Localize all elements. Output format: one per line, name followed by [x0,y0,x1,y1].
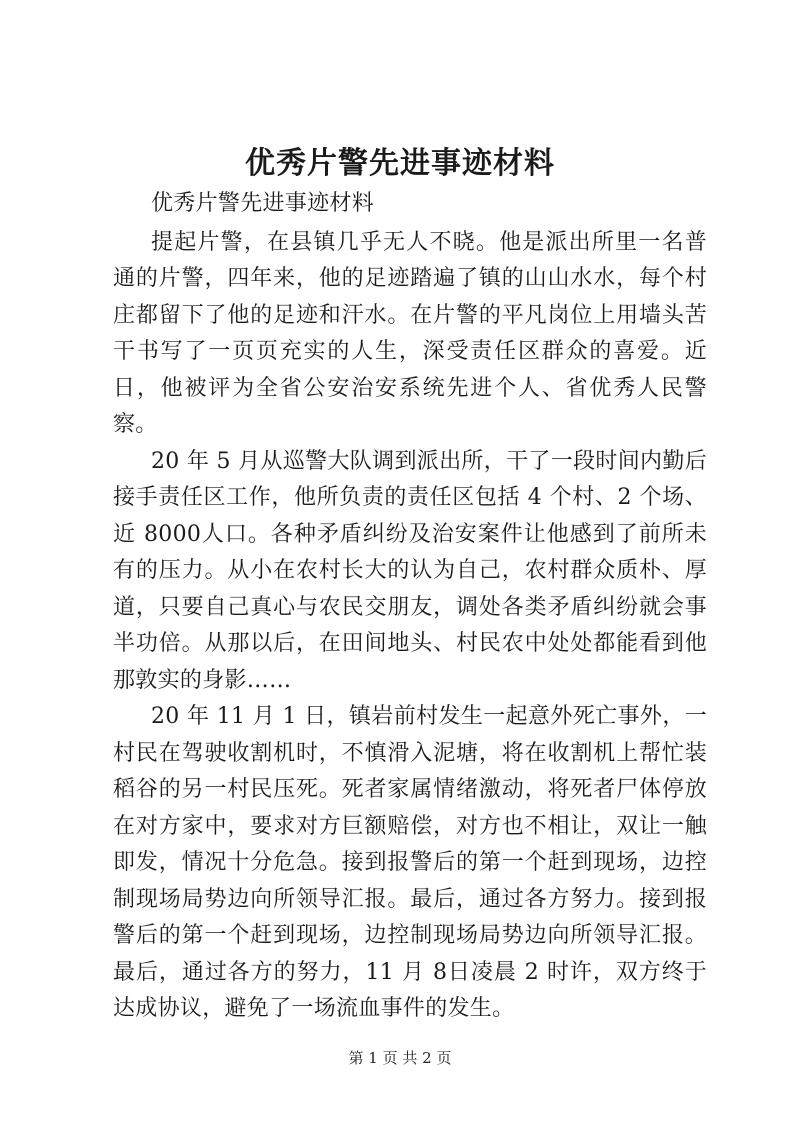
paragraph-incident: 20 年 11 月 1 日，镇岩前村发生一起意外死亡事外，一村民在驾驶收割机时，不慎滑入泥塘，将在收割机上帮忙装稻谷的另一村民压死。死者家属情绪激动，将死者尸体停放在对方家中，要求对方巨额赔偿，对方也不相让，双让一触即发，情况十分危急。接到报警后的第一个赶到现场，边控制现场局势边向所领导汇报。最后，通过各方努力。接到报警后的第一个赶到现场，边控制现场局势边向所领导汇报。最后，通过各方的努力，11 月 8日凌晨 2 时许，双方终于达成协议，避免了一场流血事件的发生。 [113,704,707,1021]
document-title: 优秀片警先进事迹材料 [245,146,555,181]
document-body [113,186,707,1028]
page-number-footer: 第 1 页 共 2 页 [348,1049,452,1067]
paragraph-intro: 提起片警，在县镇几乎无人不晓。他是派出所里一名普通的片警，四年来，他的足迹踏遍了镇的山山水水，每个村庄都留下了他的足迹和汗水。在片警的平凡岗位上用墙头苦干书写了一页页充实的人生，深受责任区群众的喜爱。近日，他被评为全省公安治安系统先进个人、省优秀人民警察。 [113,229,707,437]
subtitle-paragraph: 优秀片警先进事迹材料 [151,191,375,216]
paragraph-transfer: 20 年 5 月从巡警大队调到派出所，干了一段时间内勤后接手责任区工作，他所负责的责任区包括 4 个村、2 个场、近 8000人口。各种矛盾纠纷及治安案件让他感到了前所未有的压力。从小在农村长大的认为自己，农村群众质朴、厚道，只要自己真心与农民交朋友，调处各类矛盾纠纷就会事半功倍。从那以后，在田间地头、村民农中处处都能看到他那敦实的身影…… [113,448,707,693]
